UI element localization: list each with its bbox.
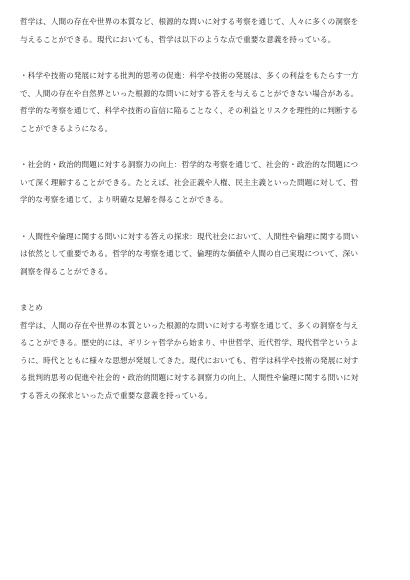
summary-paragraph: 哲学は、人間の存在や世界の本質といった根源的な問いに対する考察を通じて、多くの洞察を与え ることができる。歴史的には、ギリシャ哲学から始まり、中世哲学、近代哲学、現代哲学というよ うに、時代とともに様々な思想が発展してきた。現代においても、哲学は科学や技術の発展に対す る批判的思考の促進や社会的・政治的問題に対する洞察力の向上、人間性や倫理に関する問いに対 する答えの探求といった点で重要な意義を持っている。 [20, 320, 359, 400]
point-humanity-ethics: ・人間性や倫理に関する問いに対する答えの探求：現代社会において、人間性や倫理に関する問い は依然として重要である。哲学的な考察を通じて、倫理的な価値や人間の自己実現について、深い 洞察を得ることができる。 [20, 231, 359, 276]
summary-heading: まとめ [20, 303, 43, 312]
point-science-technology: ・科学や技術の発展に対する批判的思考の促進：科学や技術の発展は、多くの利益をもたらす一方 で、人間の存在や自然界といった根源的な問いに対する答えを与えることができない場合がある。 哲学的な考察を通じて、科学や技術の盲信に陥ることなく、その利益とリスクを理性的に判断する ことができるようになる。 [20, 71, 359, 133]
point-social-political: ・社会的・政治的問題に対する洞察力の向上：哲学的な考察を通じて、社会的・政治的な問題につ いて深く理解することができる。たとえば、社会正義や人権、民主主義といった問題に対して、哲 学的な考察を通じて、より明確な見解を得ることができる。 [20, 160, 359, 204]
intro-paragraph: 哲学は、人間の存在や世界の本質など、根源的な問いに対する考察を通じて、人々に多くの洞察を 与えることができる。現代においても、哲学は以下のような点で重要な意義を持っている。 [20, 17, 359, 44]
